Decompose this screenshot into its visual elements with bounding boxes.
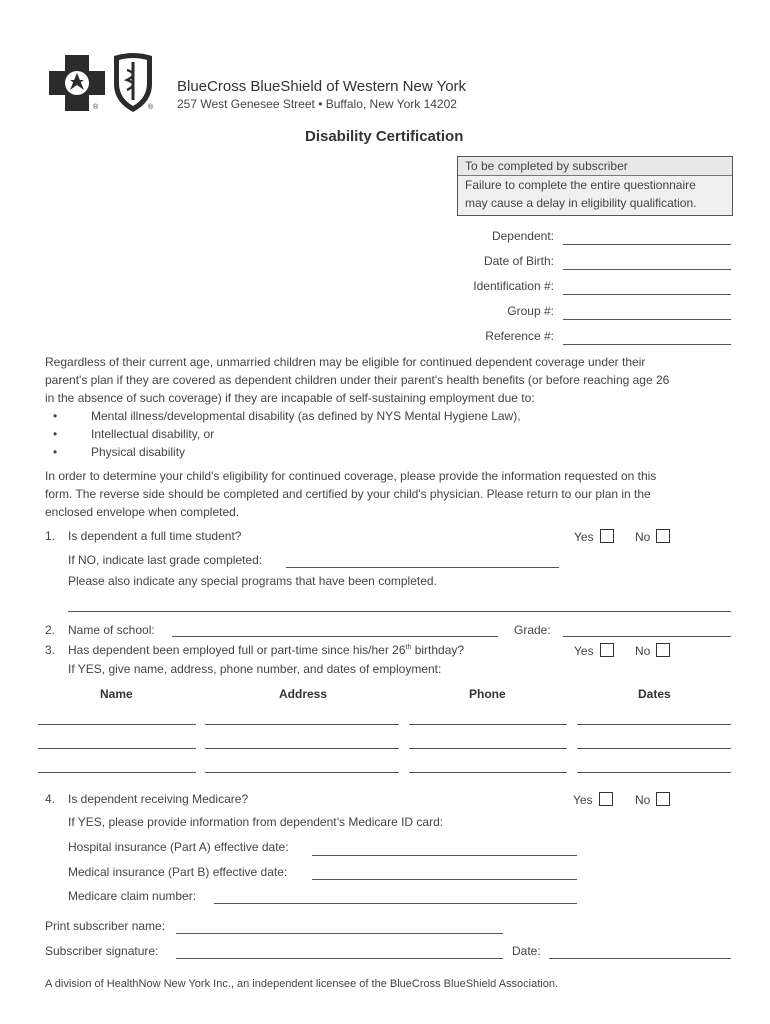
employment-phone-field[interactable] (409, 772, 567, 773)
grade-label: Grade: (514, 623, 551, 637)
q1-yes[interactable] (574, 529, 614, 544)
last-grade-field[interactable] (286, 567, 559, 568)
part-b-date-field[interactable] (312, 879, 577, 880)
q1-sub1: If NO, indicate last grade completed: (68, 553, 263, 567)
employment-dates-field[interactable] (577, 724, 731, 725)
claim-number-label: Medicare claim number: (68, 889, 197, 903)
signature-field[interactable] (176, 958, 503, 959)
instructions-line: form. The reverse side should be completed and certified by your child's physician. Please return to our plan in the (45, 487, 651, 501)
employment-dates-field[interactable] (577, 748, 731, 749)
q1-no[interactable] (635, 529, 670, 544)
claim-number-field[interactable] (214, 903, 577, 904)
org-name: BlueCross BlueShield of Western New York (177, 78, 467, 95)
condition-list (45, 407, 669, 461)
employment-name-field[interactable] (38, 748, 196, 749)
school-name-field[interactable] (172, 636, 498, 637)
dependent-label: Dependent: (491, 229, 554, 243)
part-a-label: Hospital insurance (Part A) effective date: (68, 840, 289, 854)
q1-text: Is dependent a full time student? (68, 529, 242, 543)
col-header-dates: Dates (638, 687, 671, 701)
q3-yes[interactable] (574, 643, 614, 658)
reference-field[interactable] (563, 344, 731, 345)
q3-no-checkbox[interactable] (656, 643, 670, 657)
q3-yes-checkbox[interactable] (600, 643, 614, 657)
yes-label: Yes (573, 793, 593, 807)
no-label: No (635, 530, 651, 544)
instructions-line: In order to determine your child's eligibility for continued coverage, please provide the information requested on this (45, 469, 657, 483)
q1-number: 1. (45, 529, 56, 543)
id-field[interactable] (563, 294, 731, 295)
q2-number: 2. (45, 623, 56, 637)
reference-label: Reference #: (485, 329, 554, 343)
employment-address-field[interactable] (205, 724, 399, 725)
date-label: Date: (512, 944, 541, 958)
q4-sub: If YES, please provide information from dependent’s Medicare ID card: (68, 815, 444, 829)
notice-box (457, 156, 733, 216)
group-label: Group #: (507, 304, 554, 318)
q4-no-checkbox[interactable] (656, 792, 670, 806)
signature-label: Subscriber signature: (45, 944, 159, 958)
dob-field[interactable] (563, 269, 731, 270)
intro-line: Regardless of their current age, unmarried children may be eligible for continued dependent coverage under their (45, 355, 646, 369)
print-name-field[interactable] (176, 933, 503, 934)
date-field[interactable] (549, 958, 731, 959)
footer-text: A division of HealthNow New York Inc., an independent licensee of the BlueCross BlueShield Association. (45, 978, 559, 990)
instructions-line: enclosed envelope when completed. (45, 505, 240, 519)
dependent-field[interactable] (563, 244, 731, 245)
blue-cross-logo (46, 52, 108, 114)
no-label: No (635, 644, 651, 658)
no-label: No (635, 793, 651, 807)
employment-phone-field[interactable] (409, 724, 567, 725)
list-item: • Mental illness/developmental disability (as defined by NYS Mental Hygiene Law), (45, 407, 669, 425)
instructions-paragraph (45, 467, 656, 521)
q4-yes-checkbox[interactable] (599, 792, 613, 806)
notice-line: may cause a delay in eligibility qualification. (465, 196, 697, 210)
special-programs-field[interactable] (68, 611, 731, 612)
yes-label: Yes (574, 530, 594, 544)
registered-mark: ® (148, 104, 154, 111)
dob-label: Date of Birth: (483, 254, 554, 268)
grade-field[interactable] (563, 636, 731, 637)
employment-name-field[interactable] (38, 772, 196, 773)
q4-text: Is dependent receiving Medicare? (68, 792, 249, 806)
q3-number: 3. (45, 643, 56, 657)
q3-text: Has dependent been employed full or part-time since his/her 26th birthday? (68, 643, 465, 657)
q4-no[interactable] (635, 792, 670, 807)
employment-name-field[interactable] (38, 724, 196, 725)
org-address: 257 West Genesee Street • Buffalo, New York 14202 (177, 97, 457, 111)
q3-sub: If YES, give name, address, phone number, and dates of employment: (68, 662, 442, 676)
notice-header: To be completed by subscriber (458, 157, 732, 176)
col-header-address: Address (279, 687, 328, 701)
list-item: • Intellectual disability, or (45, 425, 669, 443)
print-name-label: Print subscriber name: (45, 919, 166, 933)
yes-label: Yes (574, 644, 594, 658)
q3-no[interactable] (635, 643, 670, 658)
employment-dates-field[interactable] (577, 772, 731, 773)
group-field[interactable] (563, 319, 731, 320)
q4-yes[interactable] (573, 792, 613, 807)
q4-number: 4. (45, 792, 56, 806)
id-label: Identification #: (473, 279, 554, 293)
list-item: • Physical disability (45, 443, 669, 461)
intro-paragraph (45, 353, 669, 461)
q1-yes-checkbox[interactable] (600, 529, 614, 543)
page-title: Disability Certification (305, 128, 464, 145)
q2-text: Name of school: (68, 623, 155, 637)
employment-address-field[interactable] (205, 748, 399, 749)
employment-phone-field[interactable] (409, 748, 567, 749)
part-a-date-field[interactable] (312, 855, 577, 856)
registered-mark: ® (93, 104, 99, 111)
part-b-label: Medical insurance (Part B) effective date: (68, 865, 288, 879)
q1-sub2: Please also indicate any special programs that have been completed. (68, 574, 437, 588)
notice-line: Failure to complete the entire questionnaire (465, 178, 696, 192)
q1-no-checkbox[interactable] (656, 529, 670, 543)
intro-line: in the absence of such coverage) if they are incapable of self-sustaining employment due to: (45, 391, 535, 405)
intro-line: parent's plan if they are covered as dependent children under their parent's health benefits (or before reaching age 26 (45, 373, 670, 387)
col-header-name: Name (100, 687, 133, 701)
col-header-phone: Phone (469, 687, 506, 701)
employment-address-field[interactable] (205, 772, 399, 773)
